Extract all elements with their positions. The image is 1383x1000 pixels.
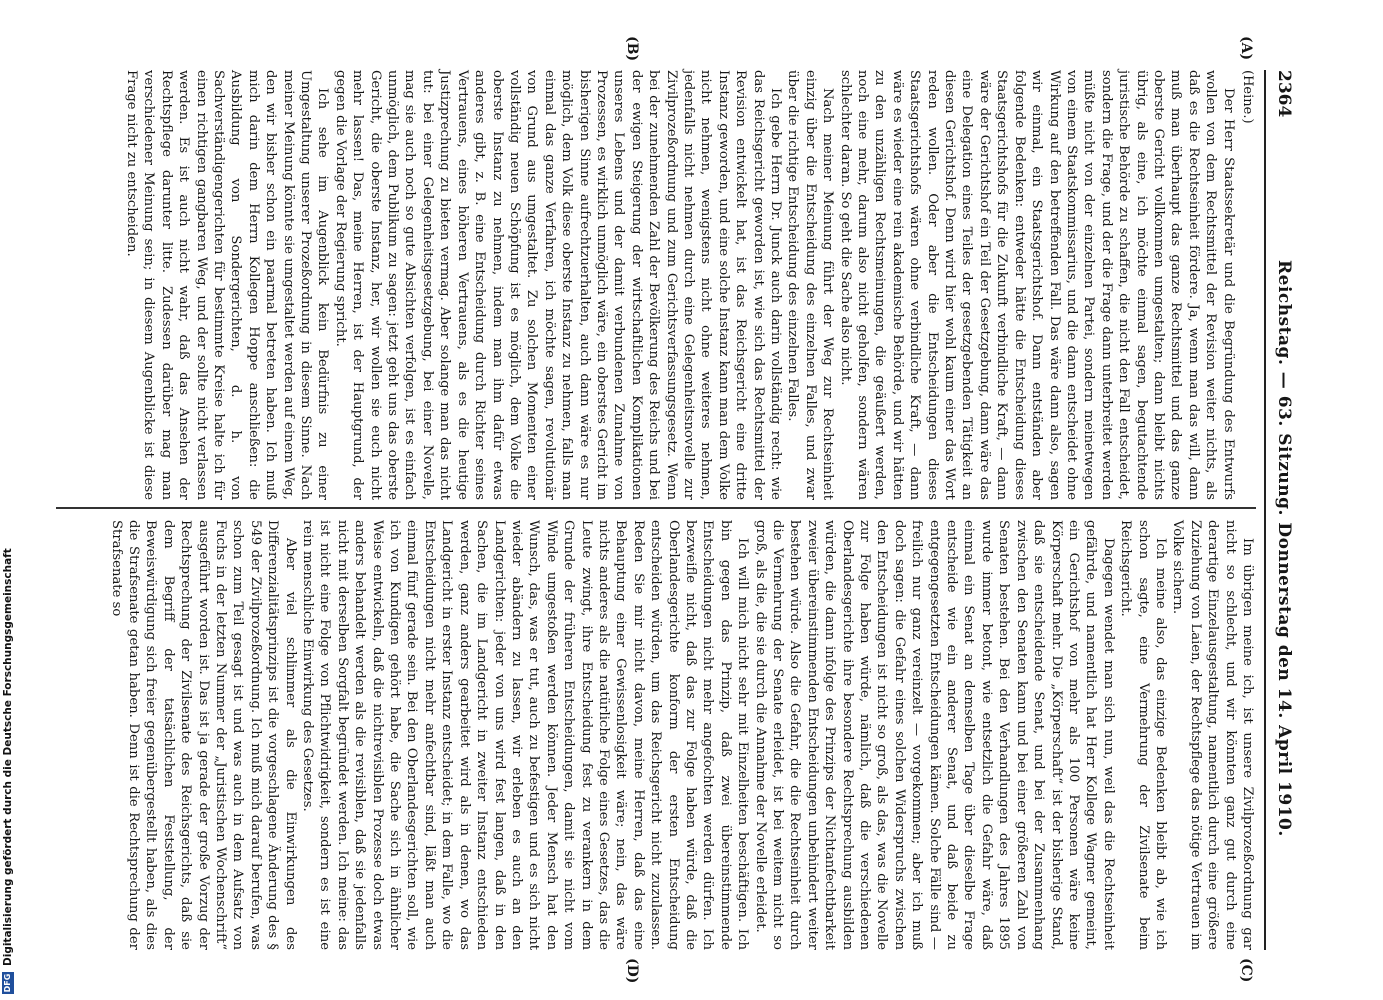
page-number: 2364 xyxy=(1274,70,1294,118)
header-rule xyxy=(1264,70,1266,950)
right-column xyxy=(107,520,1256,950)
margin-mark-c: (C) xyxy=(1238,958,1254,983)
left-column xyxy=(123,70,1256,500)
column-divider xyxy=(56,507,1256,509)
margin-mark-d: (D) xyxy=(624,958,640,984)
speaker-name: (Heine.) xyxy=(1240,70,1255,124)
running-title: Reichstag. — 63. Sitzung. Donnerstag den 14. April 1910. xyxy=(1274,260,1294,837)
paragraph: Der Herr Staatssekretär und die Begründung des Entwurfs wollen von dem Rechtsmittel der Revision weiter nichts, als daß es die Rechtseinheit fördere. Ja, wenn man das will, dann muß man überhaupt das ganze Rechtsmittel und das ganze oberste Gericht vollkommen umgestalten; dann bleibt nichts übrig, als eine, ich möchte einmal sagen, begutachtende juristische Behörde zu schaffen, die nicht den Fall entscheidet, sondern die Frage, und der die Frage dann unterbreitet werden müßte nicht von der einzelnen Partei, sondern meinetwegen von einem Staatskommissarius, und die dann entscheidet ohne Wirkung auf den betreffenden Fall. Das wäre dann also, sagen wir einmal, ein Staatsgerichtshof. Dann entständen aber folgende Bedenken: entweder hätte die Entscheidung dieses Staatsgerichtshofs für die Zukunft verbindliche Kraft, — dann wäre der Gerichtshof ein Teil der Gesetzgebung, dann wäre das eine Delegation eines Teiles der gesetzgebenden Tätigkeit an diesen Gerichtshof. Denn wird hier wohl kaum einer das Wort reden wollen. Oder aber die Entscheidungen dieses Staatsgerichtshofs wären ohne verbindliche Kraft, — dann wäre es wieder eine rein akademische Behörde, und wir hätten zu den unzähligen Rechtsmeinungen, die geäußert werden, noch eine mehr, darum also nicht geholfen, sondern wären schlechter daran. So geht die Sache also nicht. xyxy=(837,70,1236,500)
digitization-credit xyxy=(0,40,16,1000)
paragraph: Ich will mich nicht sehr mit Einzelheiten beschäftigen. Ich bin gegen das Prinzip, daß zwei übereinstimmende Entscheidungen nicht mehr angefochten werden dürfen. Ich bezweifle nicht, daß das zur Folge haben würde, daß die Oberlandesgerichte konform der ersten Entscheidung entscheiden würden, um das Reichsgericht nicht zuzulassen. Reden Sie mir nicht davon, meine Herren, daß das eine Behauptung einer Gewissenlosigkeit wäre; nein, das wäre nichts anderes als die natürliche Folge eines Gesetzes, das die Leute zwingt, ihre Entscheidung fest zu verankern in dem Grunde der früheren Entscheidungen, damit sie nicht vom Winde umgestoßen werden können. Jeder Mensch hat den Wunsch, das, was er tut, auch zu befestigen und es sich nicht wieder abändern zu lassen, wir erleben es auch an den Landgerichten: jeder von uns wird fest langen, daß in den Sachen, die im Landgericht in zweiter Instanz entschieden werden, ganz anders gearbeitet wird als in denen, wo das Landgericht in erster Instanz entscheidet; in dem Falle, wo die Entscheidungen nicht mehr anfechtbar sind, läßt man auch einmal fünf gerade sein. Bei den Oberlandesgerichten soll, wie ich von Kundigen gehört habe, die Sache sich in ähnlicher Weise entwickeln, daß die nichtrevisiblen Prozesse doch etwas anders behandelt werden als die revisiblen, daß sie jedenfalls nicht mit derselben Sorgfalt begründet werden. Ich meine: das ist nicht eine Folge von Pflichtwidrigkeit, sondern es ist eine rein menschliche Einwirkung des Gesetzes. xyxy=(300,520,751,950)
paragraph: Ich meine also, das einzige Bedenken bleibt ab, wie ich schon sagte, eine Vermehrung der Zivilsenate beim Reichsgericht. xyxy=(1118,520,1168,950)
paragraph: Im übrigen meine ich, ist unsere Zivilprozeßordnung gar nicht so schlecht, und wir könnten ganz gut durch eine derartige Einzelausgestaltung, namentlich durch eine größere Zuziehung von Laien, der Rechtspflege das nötige Vertrauen im Volke sichern. xyxy=(1170,520,1255,950)
page-header xyxy=(1268,70,1294,950)
margin-mark-b: (B) xyxy=(624,36,640,62)
paragraph: Nach meiner Meinung führt der Weg zur Rechtseinheit einzig über die Entscheidung des einzelnen Falles, und zwar über die richtige Entscheidung des einzelnen Falles. xyxy=(785,70,836,500)
credit-text: Digitalisierung gefördert durch die Deutsche Forschungsgemeinschaft xyxy=(2,548,14,966)
margin-mark-a: (A) xyxy=(1238,36,1254,61)
paragraph: Dagegen wendet man sich nun, weil das die Rechtseinheit gefährde, und namentlich hat Herr Kollege Wagner gemeint, ein Gerichtshof von mehr als 100 Personen wäre keine Körperschaft mehr. Die „Körperschaft“ ist der bisherige Stand, daß sie entscheidende Senat, und bei der Zusammenhang zwischen den Senaten kann und bei einer größeren Zahl von Senaten bestehen. Bei den Verhandlungen des Jahres 1895 wurde immer betont, wie entsetzlich die Gefahr wäre, daß einmal ein Senat an demselben Tage über dieselbe Frage entscheide wie ein anderer Senat, und daß beide zu entgegengesetzten Entscheidungen kämen. Solche Fälle sind — freilich nur ganz vereinzelt — vorgekommen; aber ich muß doch sagen: die Gefahr eines solchen Widerspruchs zwischen den Entscheidungen ist nicht so groß, als das, was die Novelle zur Folge haben würde, nämlich, daß die verschiedenen Oberlandesgerichte ihre besondere Rechtsprechung ausbilden würden, die dann infolge des Prinzips der Nichtanfechtbarkeit zweier übereinstimmenden Entscheidungen unbehindert weiter bestehen würde. Also die Gefahr, die die Rechtseinheit durch die Vermehrung der Senate erleidet, ist bei weitem nicht so groß, als die, die sie durch die Annahme der Novelle erleidet. xyxy=(752,520,1116,950)
dfg-logo-icon: DFG xyxy=(3,973,12,993)
paragraph: Aber viel schlimmer als die Einwirkungen des Differenzialitätsprinzips ist die vorgeschlagene Änderung des § 549 der Zivilprozeßordnung. Ich muß mich darauf berufen, was schon zum Teil gesagt ist und was auch in dem Aufsatz von Fuchs in der letzten Nummer der „Juristischen Wochenschrift“ ausgeführt worden ist. Das ist ja gerade der große Vorzug der Rechtsprechung der Zivilsenate des Reichsgerichts, daß sie dem Begriff der tatsächlichen Feststellung, der Beweiswürdigung sich freier gegenübergestellt haben, als dies die Strafsenate getan haben. Denn ist die Rechtsprechung der Strafsenate so xyxy=(108,520,298,950)
paragraph: Ich sehe im Augenblick kein Bedürfnis zu einer Umgestaltung unserer Prozeßordnung in diesem Sinne. Nach meiner Meinung könnte sie umgestaltet werden auf einem Weg, den wir bisher schon ein paarmal betreten haben. Ich muß mich darin dem Herrn Kollegen Hoppe anschließen: die Ausbildung von Sondergerichten, d. h. von Sachverständigengerichten für bestimmte Kreise halte ich für einen richtigen gangbaren Weg, und der sollte nicht verlassen werden. Es ist auch nicht wahr, daß das Ansehen der Rechtspflege darunter litte. Zudessen darüber mag man verschiedener Meinung sein; in diesem Augenblicke ist diese Frage nicht zu entscheiden. xyxy=(124,70,331,500)
paragraph: Ich gebe Herrn Dr. Junck auch darin vollständig recht: wie das Reichsgericht geworden ist, wie sich das Rechtsmittel der Revision entwickelt hat, ist das Reichsgericht eine dritte Instanz geworden, und eine solche Instanz kann man dem Volke nicht nehmen, wenigstens nicht ohne weiteres nehmen, jedenfalls nicht nehmen durch eine Gelegenheitsnovelle zur Zivilprozeßordnung und zum Gerichtsverfassungsgesetz. Wenn bei der zunehmenden Zahl der Bevölkerung des Reichs und bei der ewigen Steigerung der wirtschaftlichen Komplikationen unseres Lebens und der damit verbundenen Zunahme von Prozessen, es wirklich unmöglich wäre, ein oberstes Gericht im bisherigen Sinne aufrechtzuerhalten, auch dann wäre es nur möglich, dem Volk diese oberste Instanz zu nehmen, falls man einmal das ganze Verfahren, ich möchte sagen, revolutionär von Grund aus umgestaltet. Zu solchen Momenten einer vollständig neuen Schöpfung ist es möglich, dem Volke die oberste Instanz zu nehmen, indem man ihm dafür etwas anderes gibt, z. B. eine Entscheidung durch Richter seines Vertrauens, eines höheren Vertrauens, als es die heutige Justizprechung zu bieten vermag. Aber solange man das nicht tut: bei einer Gelegenheitsgesetzgebung, bei einer Novelle, mag sie auch noch so gute Absichten verfolgen, ist es einfach unmöglich, dem Publikum zu sagen: jetzt geht uns das oberste Gericht, die oberste Instanz, her, wir wollen sie euch nicht mehr lassen! Das, meine Herren, ist der Hauptgrund, der gegen die Vorlage der Regierung spricht. xyxy=(332,70,784,500)
